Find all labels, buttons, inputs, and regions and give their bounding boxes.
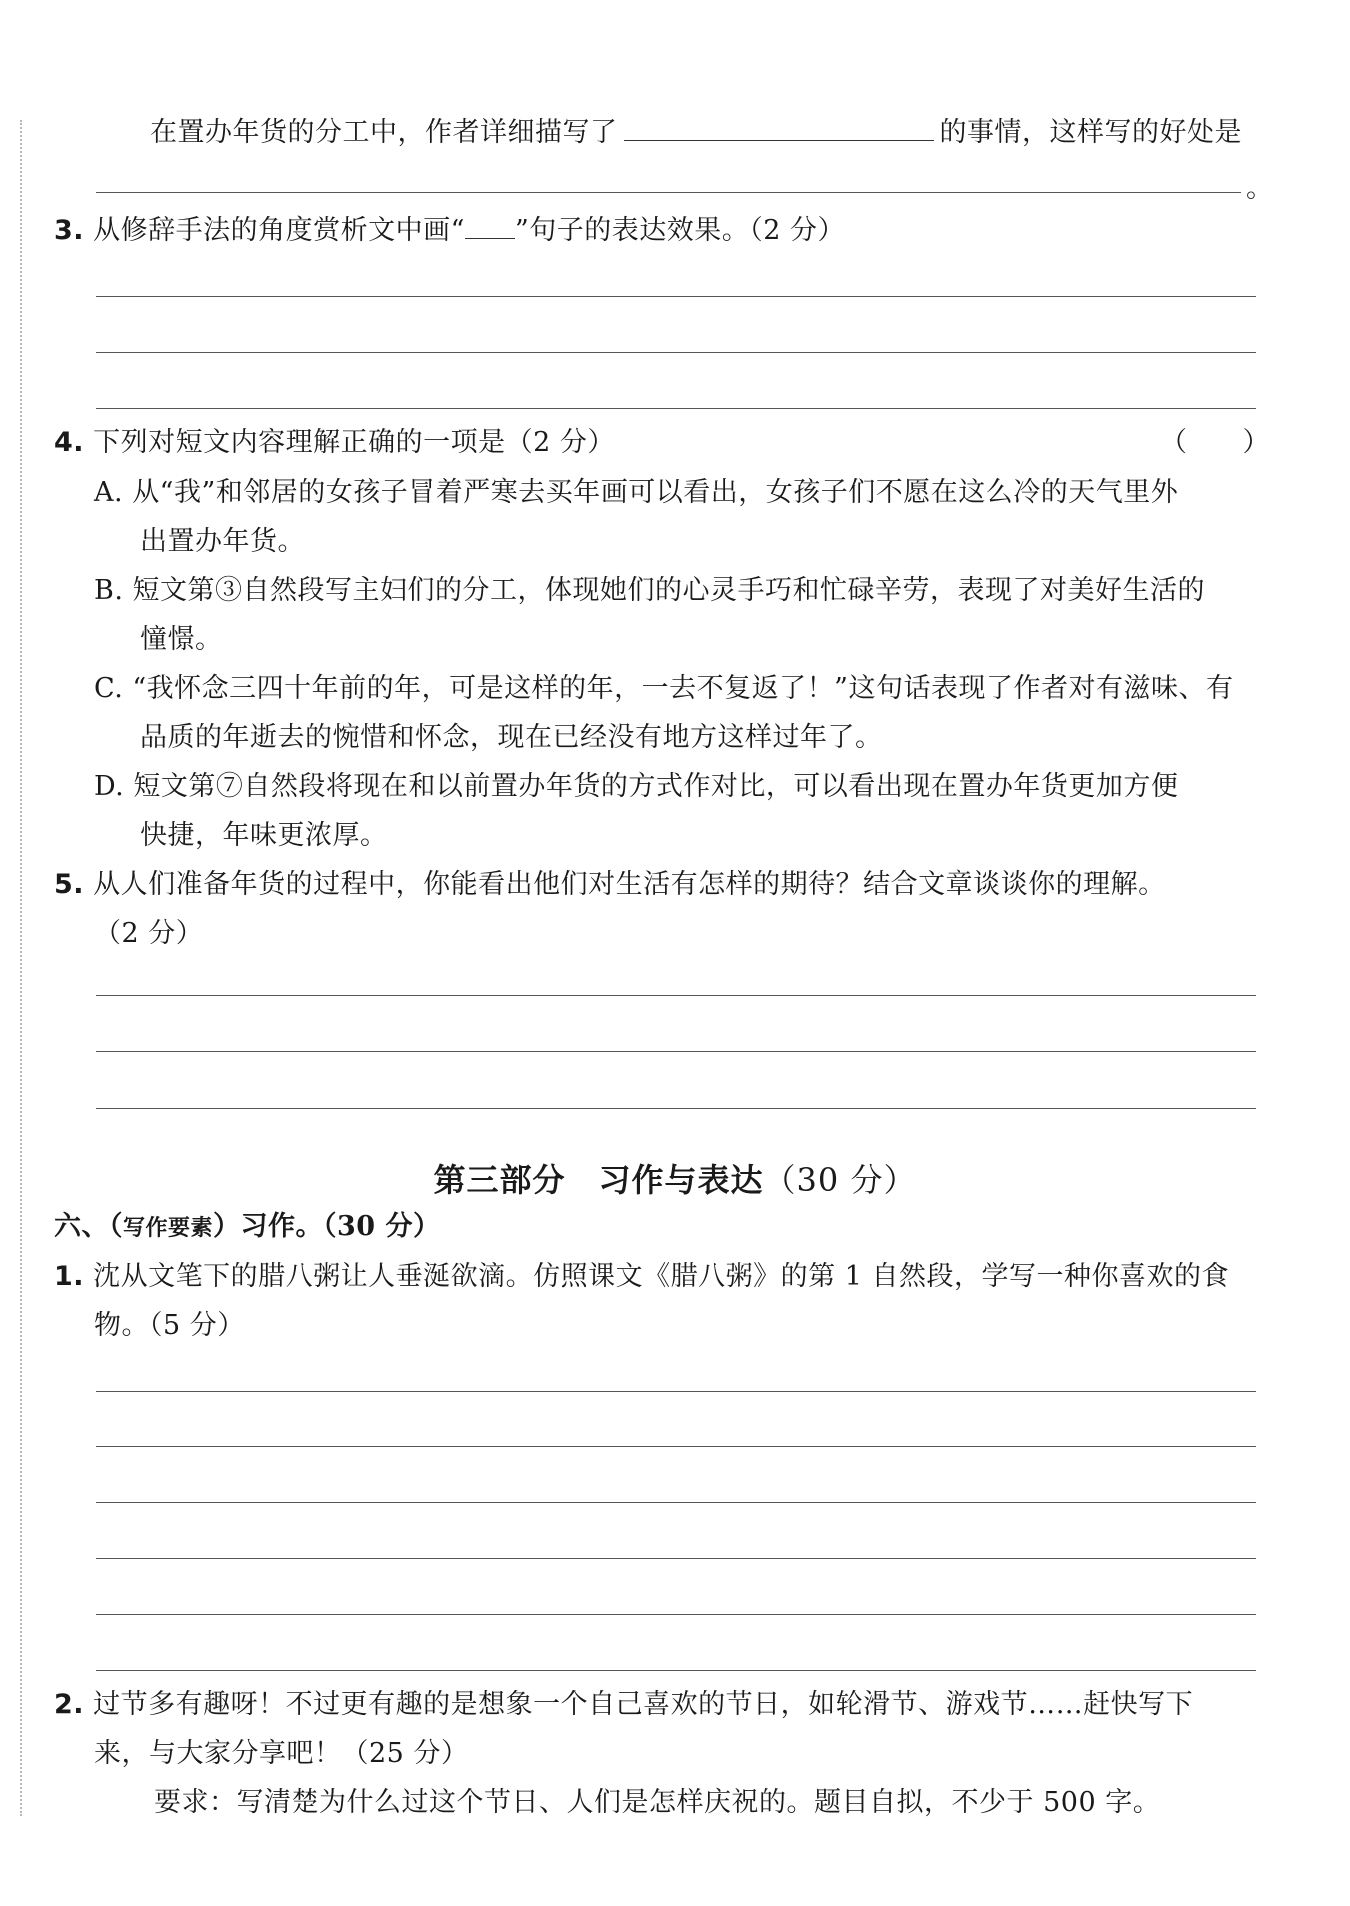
option-c-label: C.	[94, 673, 124, 704]
writing-2-line2: 来，与大家分享吧！（25 分）	[94, 1738, 469, 1769]
w1-answer-line-2[interactable]	[96, 1446, 1256, 1447]
q3-answer-line-1[interactable]	[96, 296, 1256, 297]
section-3-title	[0, 1155, 1350, 1201]
part-six-tag: 写作要素	[123, 1215, 214, 1241]
option-a-label: A.	[94, 477, 124, 508]
q2-after-text: 的事情，这样写的好处是	[939, 117, 1242, 148]
option-b-line2: 憧憬。	[140, 624, 223, 655]
option-d-line1: 短文第⑦自然段将现在和以前置办年货的方式作对比，可以看出现在置办年货更加方便	[133, 771, 1179, 802]
part-six-heading	[54, 1210, 441, 1245]
writing-1-number: 1.	[54, 1261, 85, 1292]
question-5	[54, 868, 1166, 902]
option-d[interactable]	[94, 770, 1178, 804]
question-4-number: 4.	[54, 427, 85, 458]
option-b-line1: 短文第③自然段写主妇们的分工，体现她们的心灵手巧和忙碌辛劳，表现了对美好生活的	[132, 575, 1206, 606]
option-a-line2: 出置办年货。	[140, 526, 305, 557]
question-5-line2: （2 分）	[94, 918, 204, 949]
w1-answer-line-4[interactable]	[96, 1558, 1256, 1559]
q2-answer-blank[interactable]	[624, 114, 934, 141]
writing-1-line2: 物。（5 分）	[94, 1310, 245, 1341]
w1-answer-line-6[interactable]	[96, 1670, 1256, 1671]
section-3-title-text: 第三部分 习作与表达	[433, 1161, 764, 1199]
part-six-post: ）习作。（30 分）	[213, 1211, 441, 1242]
q5-answer-line-3[interactable]	[96, 1108, 1256, 1109]
writing-1	[54, 1260, 1229, 1294]
w1-answer-line-3[interactable]	[96, 1502, 1256, 1503]
part-six-pre: 六、（	[54, 1211, 123, 1242]
writing-2-line1: 过节多有趣呀！不过更有趣的是想象一个自己喜欢的节日，如轮滑节、游戏节……赶快写下	[93, 1689, 1194, 1720]
question-3-text-post: ”句子的表达效果。（2 分）	[514, 215, 846, 246]
writing-1-line1: 沈从文笔下的腊八粥让人垂涎欲滴。仿照课文《腊八粥》的第 1 自然段，学写一种你喜欢的食	[93, 1261, 1229, 1292]
writing-2-number: 2.	[54, 1689, 85, 1720]
q3-answer-line-3[interactable]	[96, 408, 1256, 409]
option-d-line2: 快捷，年味更浓厚。	[140, 820, 388, 851]
w1-answer-line-1[interactable]	[96, 1391, 1256, 1392]
w1-answer-line-5[interactable]	[96, 1614, 1256, 1615]
writing-2	[54, 1688, 1193, 1722]
q2-answer-line[interactable]	[96, 192, 1241, 193]
q2-period: 。	[1246, 173, 1274, 204]
option-c-line2: 品质的年逝去的惋惜和怀念，现在已经没有地方这样过年了。	[140, 722, 883, 753]
q3-answer-line-2[interactable]	[96, 352, 1256, 353]
question-4-text: 下列对短文内容理解正确的一项是（2 分）	[93, 427, 615, 458]
question-3-number: 3.	[54, 215, 85, 246]
option-c-line1: “我怀念三四十年前的年，可是这样的年，一去不复返了！”这句话表现了作者对有滋味、有	[132, 673, 1234, 704]
section-3-points: （30 分）	[763, 1161, 917, 1199]
question-3-text-pre: 从修辞手法的角度赏析文中画“	[93, 215, 465, 246]
option-d-label: D.	[94, 771, 125, 802]
writing-2-requirement: 要求：写清楚为什么过这个节日、人们是怎样庆祝的。题目自拟，不少于 500 字。	[154, 1787, 1161, 1818]
question-5-number: 5.	[54, 869, 85, 900]
question-4-answer-bracket[interactable]: （ ）	[1160, 427, 1270, 458]
q2-continuation-line	[150, 114, 1242, 150]
q2-before-text: 在置办年货的分工中，作者详细描写了	[150, 117, 618, 148]
option-c[interactable]	[94, 672, 1233, 706]
question-5-line1: 从人们准备年货的过程中，你能看出他们对生活有怎样的期待？结合文章谈谈你的理解。	[93, 869, 1166, 900]
q5-answer-line-1[interactable]	[96, 995, 1256, 996]
question-4	[54, 426, 615, 460]
option-a[interactable]	[94, 476, 1178, 510]
option-b[interactable]	[94, 574, 1205, 608]
q5-answer-line-2[interactable]	[96, 1051, 1256, 1052]
option-b-label: B.	[94, 575, 124, 606]
question-3	[54, 214, 845, 248]
underline-marker	[465, 216, 515, 239]
option-a-line1: 从“我”和邻居的女孩子冒着严寒去买年画可以看出，女孩子们不愿在这么冷的天气里外	[132, 477, 1179, 508]
